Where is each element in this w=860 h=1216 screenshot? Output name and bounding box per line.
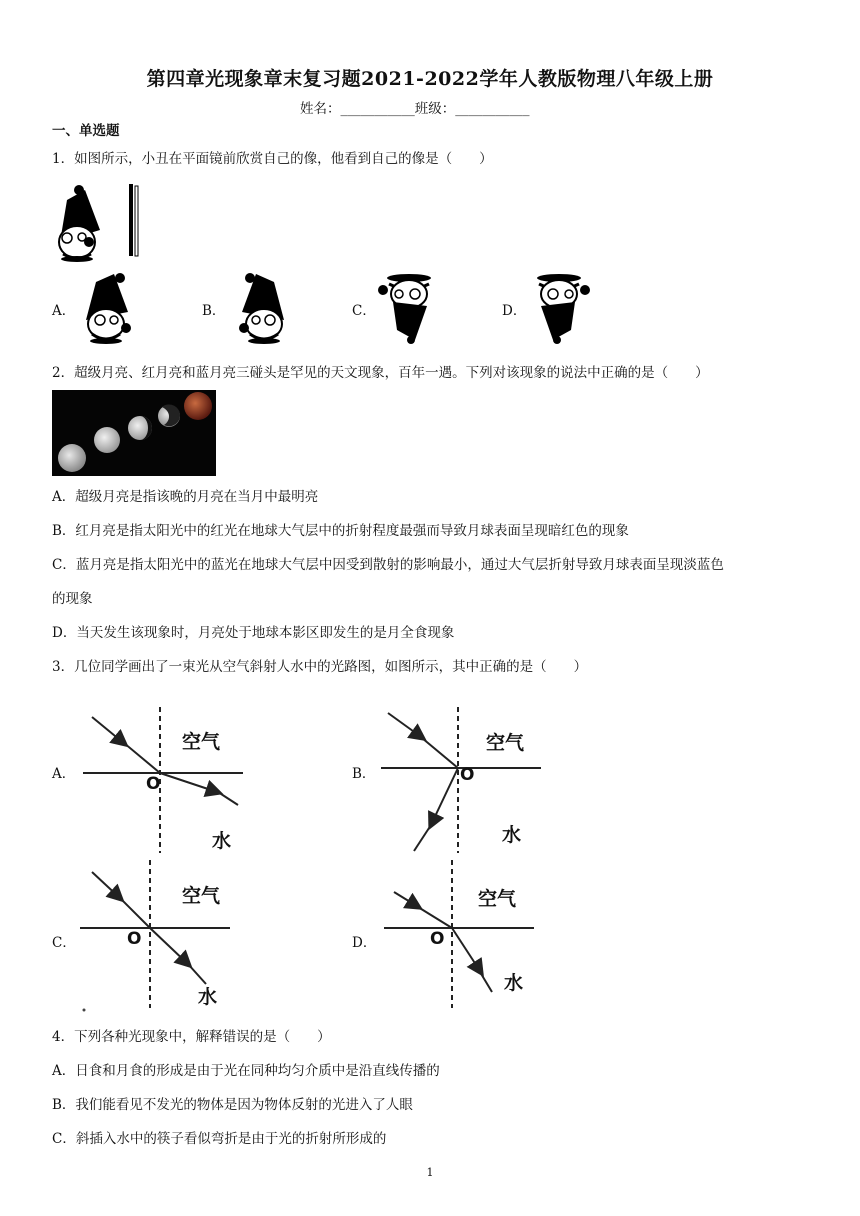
q3-option-d[interactable]: D． bbox=[352, 935, 377, 951]
name-class-line: 姓名：___________班级：___________ bbox=[300, 101, 530, 117]
clown-option-d-icon bbox=[525, 272, 595, 344]
q3-option-b[interactable]: B． bbox=[352, 766, 376, 782]
air-label-d: 空气 bbox=[478, 888, 517, 910]
air-label-a: 空气 bbox=[182, 731, 221, 753]
clown-option-a-icon bbox=[78, 272, 148, 344]
air-label-c: 空气 bbox=[182, 885, 221, 907]
q2-option-d[interactable]: D．当天发生该现象时，月亮处于地球本影区即发生的是月全食现象 bbox=[52, 625, 455, 641]
point-o-d: O bbox=[430, 929, 445, 949]
q2-option-c[interactable]: C．蓝月亮是指太阳光中的蓝光在地球大气层中因受到散射的影响最小，通过大气层折射导致月球表面呈现淡蓝色 bbox=[52, 557, 724, 573]
point-o-b: O bbox=[460, 765, 475, 785]
q2-option-a[interactable]: A．超级月亮是指该晚的月亮在当月中最明亮 bbox=[52, 489, 319, 505]
q1-option-b[interactable]: B． bbox=[202, 303, 226, 319]
q1-option-a[interactable]: A． bbox=[52, 303, 76, 319]
q1-stem: 1．如图所示，小丑在平面镜前欣赏自己的像，他看到自己的像是（ ） bbox=[52, 151, 493, 167]
q2-option-c-cont: 的现象 bbox=[52, 591, 93, 607]
water-label-b: 水 bbox=[502, 824, 522, 846]
clown-option-b-icon bbox=[222, 272, 292, 344]
q4-option-a[interactable]: A．日食和月食的形成是由于光在同种均匀介质中是沿直线传播的 bbox=[52, 1063, 440, 1079]
q4-option-c[interactable]: C．斜插入水中的筷子看似弯折是由于光的折射所形成的 bbox=[52, 1131, 387, 1147]
q1-option-d[interactable]: D． bbox=[502, 303, 527, 319]
refraction-diagram-c bbox=[78, 858, 248, 1018]
q3-stem: 3．几位同学画出了一束光从空气斜射人水中的光路图，如图所示，其中正确的是（ ） bbox=[52, 659, 588, 675]
q3-option-c[interactable]: C． bbox=[52, 935, 76, 951]
q4-option-b[interactable]: B．我们能看见不发光的物体是因为物体反射的光进入了人眼 bbox=[52, 1097, 413, 1113]
refraction-diagram-d bbox=[380, 858, 550, 1018]
q3-option-a[interactable]: A． bbox=[52, 766, 76, 782]
air-label-b: 空气 bbox=[486, 732, 525, 754]
section-heading: 一、单选题 bbox=[52, 123, 120, 139]
q2-stem: 2．超级月亮、红月亮和蓝月亮三碰头是罕见的天文现象，百年一遇。下列对该现象的说法中正确的是（ ） bbox=[52, 365, 709, 381]
lunar-eclipse-photo bbox=[52, 390, 216, 476]
q2-option-b[interactable]: B．红月亮是指太阳光中的红光在地球大气层中的折射程度最强而导致月球表面呈现暗红色的现象 bbox=[52, 523, 629, 539]
clown-option-c-icon bbox=[375, 272, 445, 344]
clown-mirror-figure bbox=[55, 182, 145, 262]
water-label-a: 水 bbox=[212, 830, 232, 852]
q1-option-c[interactable]: C． bbox=[352, 303, 376, 319]
water-label-c: 水 bbox=[198, 986, 218, 1008]
q4-stem: 4．下列各种光现象中，解释错误的是（ ） bbox=[52, 1029, 331, 1045]
page-title: 第四章光现象章末复习题2021-2022学年人教版物理八年级上册 bbox=[146, 68, 714, 90]
water-label-d: 水 bbox=[504, 972, 524, 994]
page-number: 1 bbox=[426, 1166, 434, 1179]
point-o-c: O bbox=[127, 929, 142, 949]
point-o-a: O bbox=[146, 774, 161, 794]
